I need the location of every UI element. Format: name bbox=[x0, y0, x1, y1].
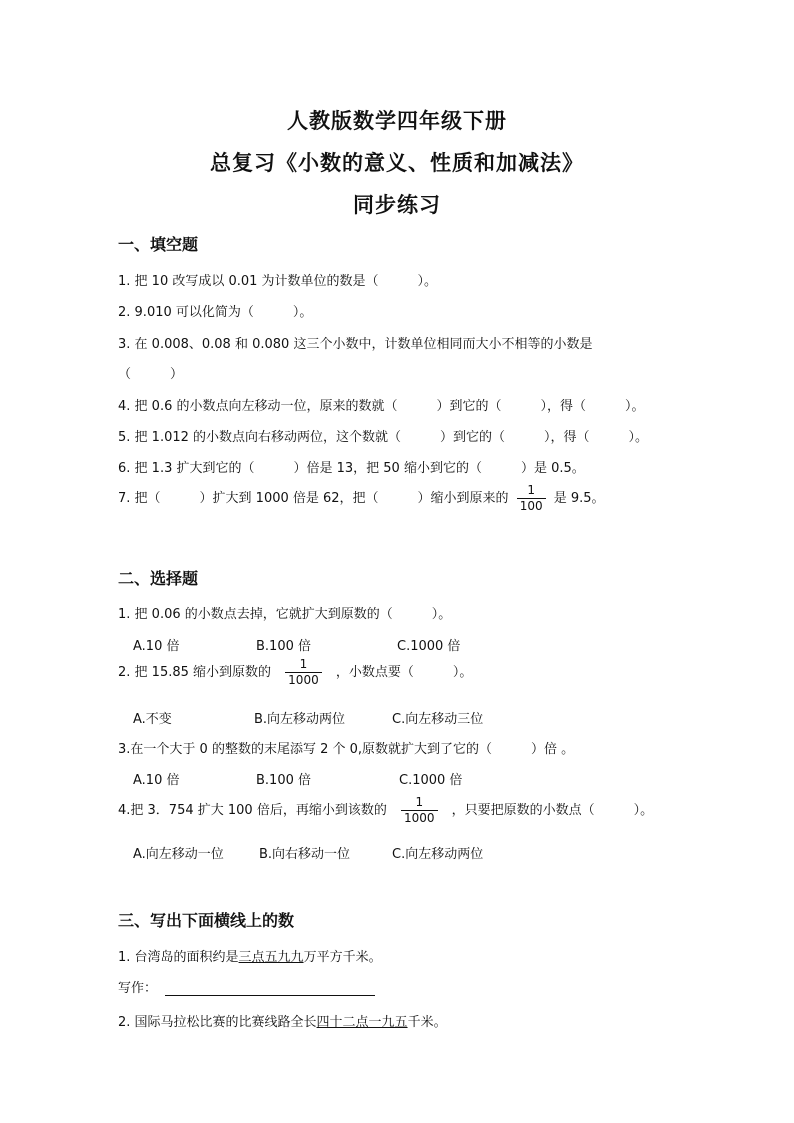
s3-question-1-text-a: 1. 台湾岛的面积约是 bbox=[118, 950, 239, 965]
s3-question-2 bbox=[118, 1011, 447, 1030]
s3-question-1 bbox=[118, 946, 382, 965]
s2-question-1: 1. 把 0.06 的小数点去掉，它就扩大到原数的（ ）。 bbox=[118, 607, 452, 622]
s1-question-7 bbox=[118, 483, 605, 514]
title-line-1: 人教版数学四年级下册 bbox=[287, 108, 507, 133]
fraction-1-1000 bbox=[285, 657, 322, 688]
fraction-numerator: 1 bbox=[299, 657, 308, 671]
fraction-numerator: 1 bbox=[415, 795, 424, 809]
s2-q1-option-b: B.100 倍 bbox=[256, 639, 311, 654]
s2-q2-option-b: B.向左移动两位 bbox=[254, 712, 346, 727]
s2-q1-option-c: C.1000 倍 bbox=[397, 639, 461, 654]
title-block bbox=[0, 100, 794, 226]
s2-q1-option-a: A.10 倍 bbox=[133, 639, 180, 654]
s1-question-4: 4. 把 0.6 的小数点向左移动一位，原来的数就（ ）到它的（ ），得（ ）。 bbox=[118, 399, 645, 414]
fraction-numerator: 1 bbox=[527, 483, 535, 497]
s2-question-4-text-b: ，只要把原数的小数点（ ）。 bbox=[451, 803, 654, 818]
answer-blank-line[interactable] bbox=[165, 983, 375, 996]
s2-question-2 bbox=[118, 657, 472, 688]
s2-q2-option-a: A.不变 bbox=[133, 712, 172, 727]
section-2-heading: 二、选择题 bbox=[118, 569, 199, 588]
s2-q3-option-b: B.100 倍 bbox=[256, 773, 311, 788]
s3-write-row bbox=[118, 977, 375, 996]
fraction-denominator: 1000 bbox=[401, 810, 438, 826]
s2-q3-option-c: C.1000 倍 bbox=[399, 773, 463, 788]
s1-question-6: 6. 把 1.3 扩大到它的（ ）倍是 13，把 50 缩小到它的（ ）是 0.5。 bbox=[118, 461, 585, 476]
title-line-3: 同步练习 bbox=[353, 192, 441, 217]
s1-question-2: 2. 9.010 可以化简为（ ）。 bbox=[118, 305, 313, 320]
s2-q2-option-c: C.向左移动三位 bbox=[392, 712, 484, 727]
fraction-1-100 bbox=[517, 483, 546, 514]
fraction-denominator: 100 bbox=[517, 498, 546, 514]
title-line-2: 总复习《小数的意义、性质和加减法》 bbox=[210, 150, 584, 175]
fraction-1-1000 bbox=[401, 795, 438, 826]
s1-question-3: 3. 在 0.008、0.08 和 0.080 这三个小数中，计数单位相同而大小不相等的小数是 bbox=[118, 337, 593, 352]
write-label: 写作： bbox=[118, 981, 158, 996]
section-3-heading: 三、写出下面横线上的数 bbox=[118, 911, 295, 930]
s1-question-7-text-a: 7. 把（ ）扩大到 1000 倍是 62，把（ ）缩小到原来的 bbox=[118, 491, 509, 506]
s3-question-1-underlined: 三点五九九 bbox=[238, 950, 304, 965]
s1-question-3-blank: （ ） bbox=[118, 367, 184, 382]
s3-question-2-text-a: 2. 国际马拉松比赛的比赛线路全长 bbox=[118, 1015, 317, 1030]
s1-question-7-text-b: 是 9.5。 bbox=[553, 491, 605, 506]
s2-q4-option-b: B.向右移动一位 bbox=[259, 847, 351, 862]
s2-question-2-text-a: 2. 把 15.85 缩小到原数的 bbox=[118, 665, 272, 680]
s2-question-3: 3.在一个大于 0 的整数的末尾添写 2 个 0,原数就扩大到了它的（ ）倍 。 bbox=[118, 742, 575, 757]
s2-q3-option-a: A.10 倍 bbox=[133, 773, 180, 788]
s1-question-5: 5. 把 1.012 的小数点向右移动两位，这个数就（ ）到它的（ ），得（ ）。 bbox=[118, 430, 649, 445]
section-1-heading: 一、填空题 bbox=[118, 235, 199, 254]
s2-question-2-text-b: ，小数点要（ ）。 bbox=[335, 665, 473, 680]
fraction-denominator: 1000 bbox=[285, 672, 322, 688]
s2-question-4 bbox=[118, 795, 653, 826]
s3-question-1-text-b: 万平方千米。 bbox=[303, 950, 382, 965]
s2-question-4-text-a: 4.把 3．754 扩大 100 倍后，再缩小到该数的 bbox=[118, 803, 387, 818]
s3-question-2-underlined: 四十二点一九五 bbox=[316, 1015, 408, 1030]
s1-question-1: 1. 把 10 改写成以 0.01 为计数单位的数是（ ）。 bbox=[118, 274, 438, 289]
s3-question-2-text-b: 千米。 bbox=[407, 1015, 447, 1030]
s2-q4-option-a: A.向左移动一位 bbox=[133, 847, 224, 862]
s2-q4-option-c: C.向左移动两位 bbox=[392, 847, 484, 862]
